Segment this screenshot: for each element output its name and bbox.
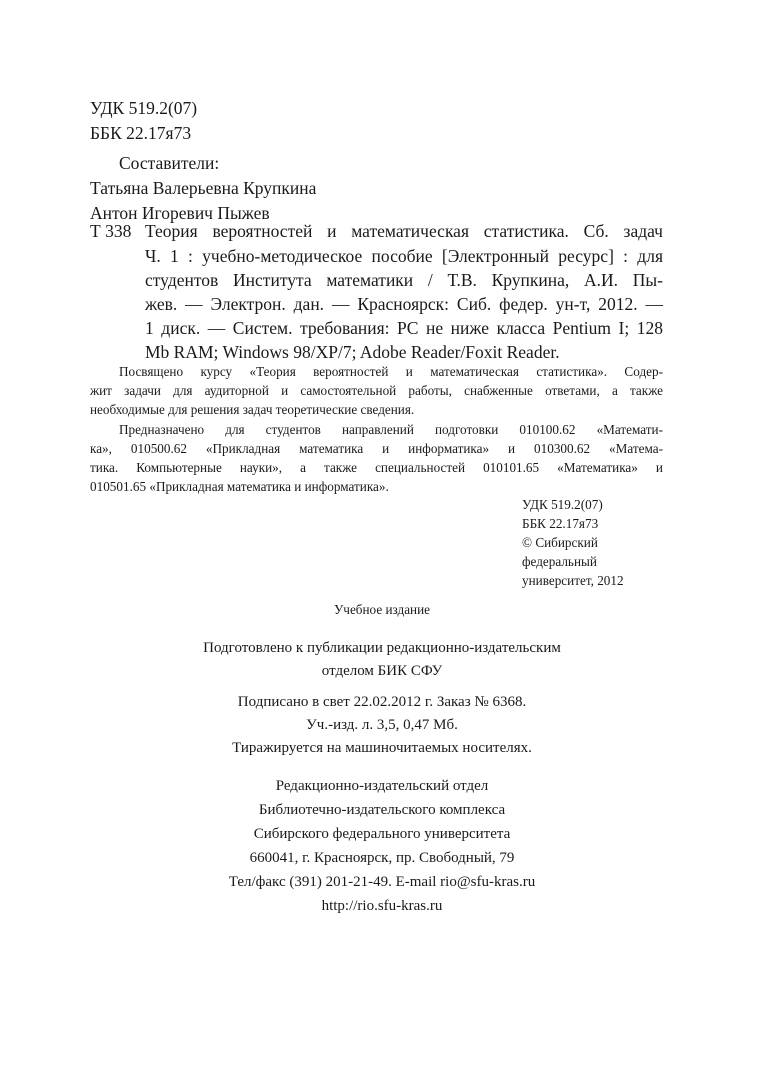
compiler-name: Татьяна Валерьевна Крупкина [90,178,317,198]
publisher-contact: Тел/факс (391) 201-21-49. E-mail rio@sfu-kras.ru [228,874,536,890]
annotation-line: ка», 010500.62 «Прикладная математика и информатика» и 010300.62 «Матема- [90,441,663,456]
media-line: Тиражируется на машиночитаемых носителях. [232,740,532,756]
udk-code: УДК 519.2(07) [90,98,198,118]
biblio-line: студентов Института математики / Т.В. Крупкина, А.И. Пы- [145,270,663,290]
annotation-line: жит задачи для аудиторной и самостоятельной работы, снабженные ответами, а также [90,383,663,398]
prepared-line: Подготовлено к публикации редакционно-издательским [203,640,561,656]
biblio-line: 1 диск. — Систем. требования: PC не ниже класса Pentium I; 128 [145,318,663,338]
biblio-line: жев. — Электрон. дан. — Красноярск: Сиб. федер. ун-т, 2012. — [145,294,663,314]
annotation-line: 010501.65 «Прикладная математика и информатика». [90,479,389,494]
biblio-line: Mb RAM; Windows 98/XP/7; Adobe Reader/Foxit Reader. [145,342,560,362]
annotation-line: тика. Компьютерные науки», а также специальностей 010101.65 «Математика» и [90,460,663,475]
copyright-line: федеральный [522,554,597,569]
publisher-line: Сибирского федерального университета [253,826,511,842]
annotation-line: Посвящено курсу «Теория вероятностей и математическая статистика». Содер- [119,364,663,379]
edition-type: Учебное издание [333,602,431,617]
copyright-line: ББК 22.17я73 [522,516,599,531]
publisher-website: http://rio.sfu-kras.ru [321,898,443,914]
volume-line: Уч.-изд. л. 3,5, 0,47 Мб. [306,717,458,733]
prepared-line: отделом БИК СФУ [321,663,443,679]
copyright-line: университет, 2012 [522,573,624,588]
publisher-line: Редакционно-издательский отдел [275,778,489,794]
biblio-line: Ч. 1 : учебно-методическое пособие [Электронный ресурс] : для [145,246,663,266]
annotation-line: необходимые для решения задач теоретические сведения. [90,402,415,417]
bbk-code: ББК 22.17я73 [90,123,192,143]
author-sign: Т 338 [90,221,132,241]
compilers-label: Составители: [119,153,220,173]
publisher-address: 660041, г. Красноярск, пр. Свободный, 79 [249,850,515,866]
publisher-line: Библиотечно-издательского комплекса [258,802,506,818]
copyright-line: УДК 519.2(07) [522,497,603,512]
annotation-line: Предназначено для студентов направлений подготовки 010100.62 «Математи- [119,422,663,437]
biblio-line: Теория вероятностей и математическая статистика. Сб. задач [145,221,663,241]
compiler-name: Антон Игоревич Пыжев [90,203,270,223]
signed-line: Подписано в свет 22.02.2012 г. Заказ № 6368. [237,694,527,710]
copyright-line: © Сибирский [522,535,598,550]
